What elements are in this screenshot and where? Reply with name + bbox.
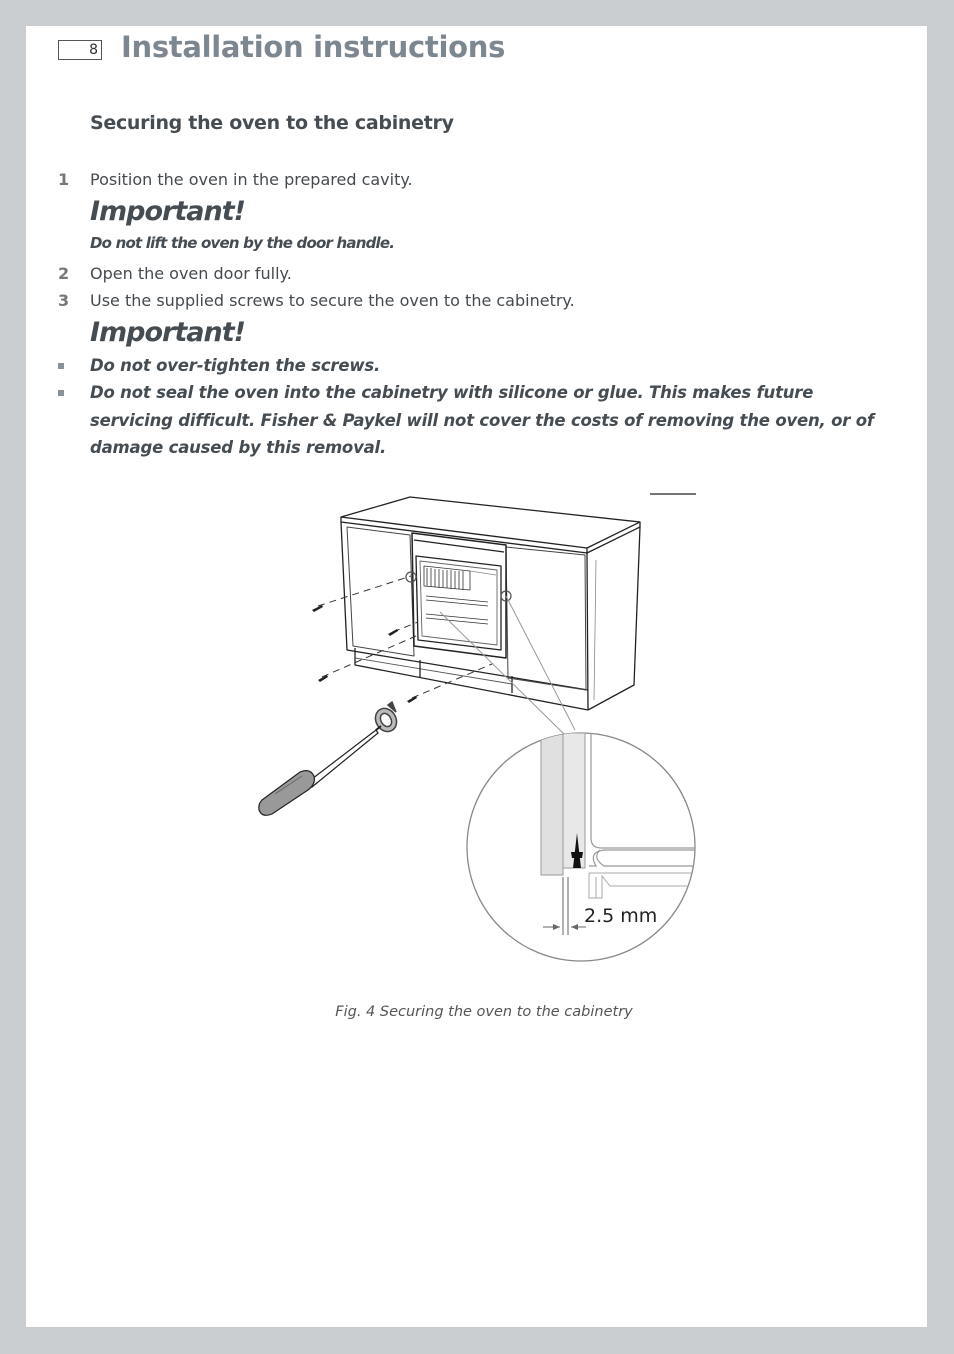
important-heading-1: Important! (90, 196, 245, 227)
document-page (26, 26, 927, 1327)
page-title: Installation instructions (121, 30, 506, 64)
step-number: 2 (58, 264, 70, 283)
dimension-label: 2.5 mm (584, 905, 658, 927)
step-text: Position the oven in the prepared cavity. (90, 170, 413, 189)
step-number: 3 (58, 291, 70, 310)
step-text: Use the supplied screws to secure the oven to the cabinetry. (90, 291, 575, 310)
oven-installation-figure (26, 26, 927, 1327)
bullet-text: Do not over-tighten the screws. (90, 356, 381, 375)
section-heading: Securing the oven to the cabinetry (90, 112, 454, 134)
important-heading-2: Important! (90, 317, 245, 348)
figure-caption: Fig. 4 Securing the oven to the cabinetry (335, 1004, 633, 1020)
bullet-text: Do not seal the oven into the cabinetry with silicone or glue. This makes future servicing difficult. Fisher & Paykel will not cover the costs of removing the oven, or of damage caused by this removal. (90, 383, 874, 457)
page-number: 8 (58, 40, 102, 60)
step-text: Open the oven door fully. (90, 264, 292, 283)
step-number: 1 (58, 170, 70, 189)
important-note-1: Do not lift the oven by the door handle. (90, 234, 395, 252)
